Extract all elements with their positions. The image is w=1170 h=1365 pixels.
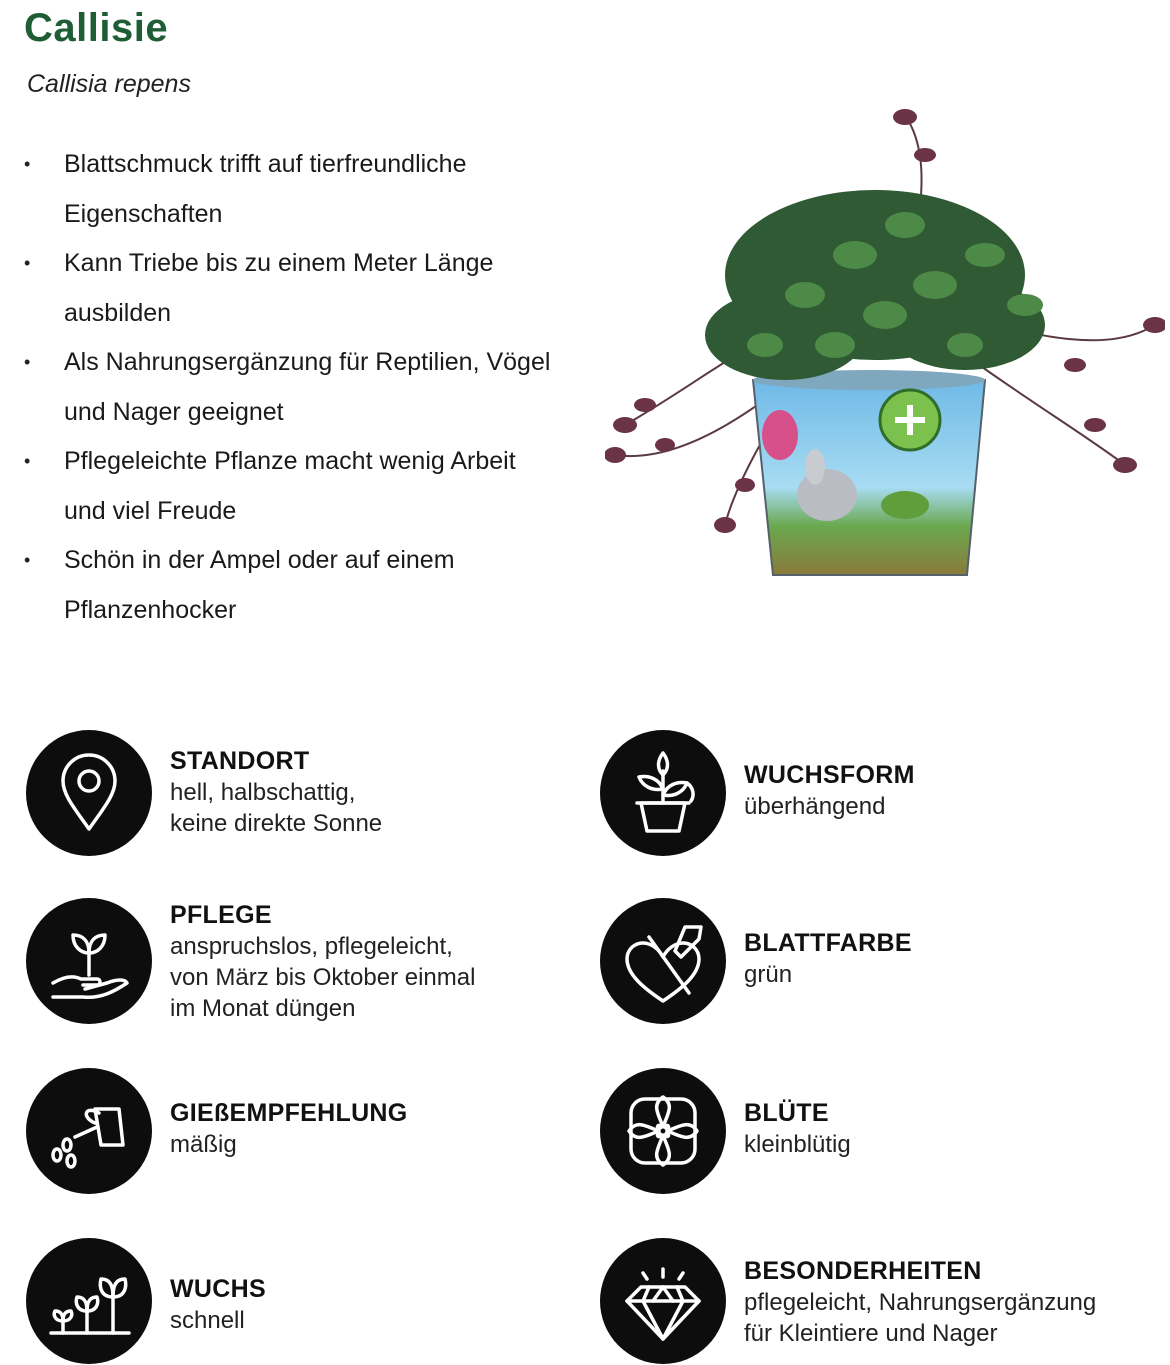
flower-icon — [600, 1068, 726, 1194]
feature-value: kleinblütig — [744, 1131, 851, 1158]
feature-label: PFLEGE — [170, 901, 272, 929]
location-pin-icon — [26, 730, 152, 856]
feature-bullet-list — [24, 140, 564, 635]
feature-label: BESONDERHEITEN — [744, 1257, 982, 1285]
feature-value: grün — [744, 961, 793, 988]
bullet-item: • Als Nahrungsergänzung für Reptilien, Vögel und Nager geeignet — [24, 338, 564, 437]
feature-label: BLATTFARBE — [744, 929, 912, 957]
feature-value: mäßig — [170, 1131, 237, 1158]
feature-value: pflegeleicht, Nahrungsergänzung — [744, 1289, 1097, 1316]
diamond-icon — [600, 1238, 726, 1364]
growth-sprouts-icon — [26, 1238, 152, 1364]
feature-value: überhängend — [744, 793, 886, 820]
watering-can-icon — [26, 1068, 152, 1194]
plant-product-image — [605, 105, 1165, 595]
feature-label: BLÜTE — [744, 1099, 829, 1127]
bullet-item: • Blattschmuck trifft auf tierfreundliche Eigenschaften — [24, 140, 564, 239]
bullet-item: • Schön in der Ampel oder auf einem Pflanzenhocker — [24, 536, 564, 635]
latin-name: Callisia repens — [27, 70, 191, 98]
leaf-paint-icon — [600, 898, 726, 1024]
product-title: Callisie — [24, 6, 169, 50]
feature-label: WUCHS — [170, 1275, 266, 1303]
bullet-item: • Pflegeleichte Pflanze macht wenig Arbeit und viel Freude — [24, 437, 564, 536]
feature-value: anspruchslos, pflegeleicht, — [170, 933, 453, 960]
bullet-item: • Kann Triebe bis zu einem Meter Länge ausbilden — [24, 239, 564, 338]
feature-value: im Monat düngen — [170, 995, 356, 1022]
feature-value: von März bis Oktober einmal — [170, 964, 476, 991]
feature-label: WUCHSFORM — [744, 761, 915, 789]
feature-label: STANDORT — [170, 747, 310, 775]
feature-label: GIEßEMPFEHLUNG — [170, 1099, 408, 1127]
seedling-hand-icon — [26, 898, 152, 1024]
feature-value: schnell — [170, 1307, 245, 1334]
feature-value: keine direkte Sonne — [170, 810, 383, 837]
feature-value: für Kleintiere und Nager — [744, 1320, 998, 1347]
potted-plant-icon — [600, 730, 726, 856]
feature-value: hell, halbschattig, — [170, 779, 356, 806]
